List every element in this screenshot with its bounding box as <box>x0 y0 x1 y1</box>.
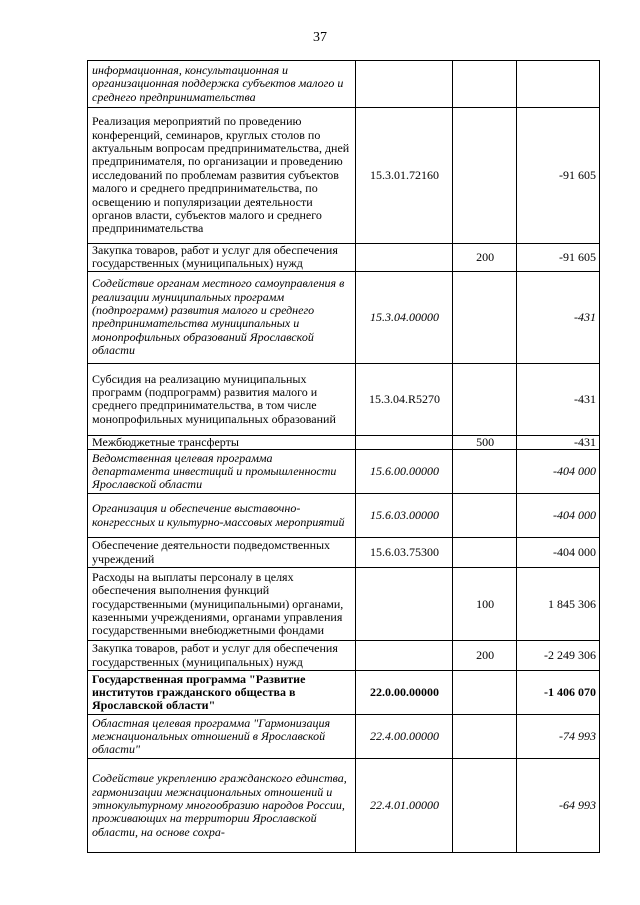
row-expense-type-cell <box>452 450 517 494</box>
table-row <box>88 538 600 568</box>
row-code-cell: 22.4.01.00000 <box>356 759 453 853</box>
row-expense-type-cell: 500 <box>452 435 517 449</box>
table-row <box>88 271 600 363</box>
row-expense-type-cell <box>452 61 517 108</box>
row-expense-type-cell <box>452 759 517 853</box>
table-row <box>88 108 600 244</box>
row-code-cell: 15.6.00.00000 <box>356 450 453 494</box>
row-name-cell: Содействие укреплению гражданского единства, гармонизации межнациональных отношений и этнокультурному многообразию народов России, проживающих на территории Ярославской области, на основе сохра- <box>88 759 356 853</box>
row-expense-type-cell <box>452 271 517 363</box>
row-sum-cell: -404 000 <box>517 450 600 494</box>
row-code-cell: 22.0.00.00000 <box>356 671 453 715</box>
row-name-cell: Межбюджетные трансферты <box>88 435 356 449</box>
budget-table-body <box>88 61 600 853</box>
page-number: 37 <box>313 30 327 45</box>
row-sum-cell: -64 993 <box>517 759 600 853</box>
row-code-cell <box>356 244 453 272</box>
row-code-cell: 15.3.04.00000 <box>356 271 453 363</box>
table-row <box>88 568 600 641</box>
table-row <box>88 435 600 449</box>
table-row <box>88 61 600 108</box>
row-sum-cell: -91 605 <box>517 108 600 244</box>
row-code-cell <box>356 568 453 641</box>
table-row <box>88 494 600 538</box>
row-name-cell: Ведомственная целевая программа департамента инвестиций и промышленности Ярославской области <box>88 450 356 494</box>
table-row <box>88 244 600 272</box>
table-row <box>88 641 600 671</box>
row-name-cell: Реализация мероприятий по проведению конференций, семинаров, круглых столов по актуальным вопросам предпринимательства, дней предпринимателя, по организации и проведению исследований по проблемам развития субъектов малого и среднего предпринимательства, по освещению и популяризации деятельности органов власти, субъектов малого и среднего предпринимательства <box>88 108 356 244</box>
row-sum-cell <box>517 61 600 108</box>
row-name-cell: Расходы на выплаты персоналу в целях обеспечения выполнения функций государственными (муниципальными) органами, казенными учреждениями, органами управления государственными внебюджетными фондами <box>88 568 356 641</box>
row-name-cell: Обеспечение деятельности подведомственных учреждений <box>88 538 356 568</box>
row-name-cell: Закупка товаров, работ и услуг для обеспечения государственных (муниципальных) нужд <box>88 244 356 272</box>
row-sum-cell: -91 605 <box>517 244 600 272</box>
row-code-cell: 15.6.03.75300 <box>356 538 453 568</box>
row-sum-cell: -431 <box>517 271 600 363</box>
table-row <box>88 759 600 853</box>
row-code-cell <box>356 61 453 108</box>
table-row <box>88 715 600 759</box>
row-name-cell: Областная целевая программа "Гармонизация межнациональных отношений в Ярославской области" <box>88 715 356 759</box>
row-expense-type-cell: 200 <box>452 244 517 272</box>
row-expense-type-cell <box>452 108 517 244</box>
table-row <box>88 363 600 435</box>
row-expense-type-cell <box>452 715 517 759</box>
row-sum-cell: -404 000 <box>517 494 600 538</box>
row-expense-type-cell <box>452 363 517 435</box>
row-name-cell: Субсидия на реализацию муниципальных программ (подпрограмм) развития малого и среднего предпринимательства, в том числе монопрофильных муниципальных образований <box>88 363 356 435</box>
row-code-cell <box>356 435 453 449</box>
row-code-cell <box>356 641 453 671</box>
row-sum-cell: -2 249 306 <box>517 641 600 671</box>
row-name-cell: Организация и обеспечение выставочно-конгрессных и культурно-массовых мероприятий <box>88 494 356 538</box>
row-expense-type-cell: 100 <box>452 568 517 641</box>
row-sum-cell: -404 000 <box>517 538 600 568</box>
row-name-cell: Государственная программа "Развитие институтов гражданского общества в Ярославской области" <box>88 671 356 715</box>
row-sum-cell: -74 993 <box>517 715 600 759</box>
row-expense-type-cell <box>452 494 517 538</box>
row-code-cell: 15.3.04.R5270 <box>356 363 453 435</box>
row-code-cell: 15.3.01.72160 <box>356 108 453 244</box>
row-sum-cell: 1 845 306 <box>517 568 600 641</box>
row-code-cell: 22.4.00.00000 <box>356 715 453 759</box>
row-sum-cell: -431 <box>517 435 600 449</box>
row-sum-cell: -1 406 070 <box>517 671 600 715</box>
row-expense-type-cell <box>452 538 517 568</box>
row-name-cell: Содействие органам местного самоуправления в реализации муниципальных программ (подпрограмм) развития малого и среднего предпринимательства муниципальных и монопрофильных образований Ярославской области <box>88 271 356 363</box>
row-name-cell: информационная, консультационная и организационная поддержка субъектов малого и среднего предпринимательства <box>88 61 356 108</box>
row-code-cell: 15.6.03.00000 <box>356 494 453 538</box>
table-row <box>88 671 600 715</box>
row-name-cell: Закупка товаров, работ и услуг для обеспечения государственных (муниципальных) нужд <box>88 641 356 671</box>
row-expense-type-cell: 200 <box>452 641 517 671</box>
table-row <box>88 450 600 494</box>
row-expense-type-cell <box>452 671 517 715</box>
row-sum-cell: -431 <box>517 363 600 435</box>
budget-table <box>87 60 600 853</box>
